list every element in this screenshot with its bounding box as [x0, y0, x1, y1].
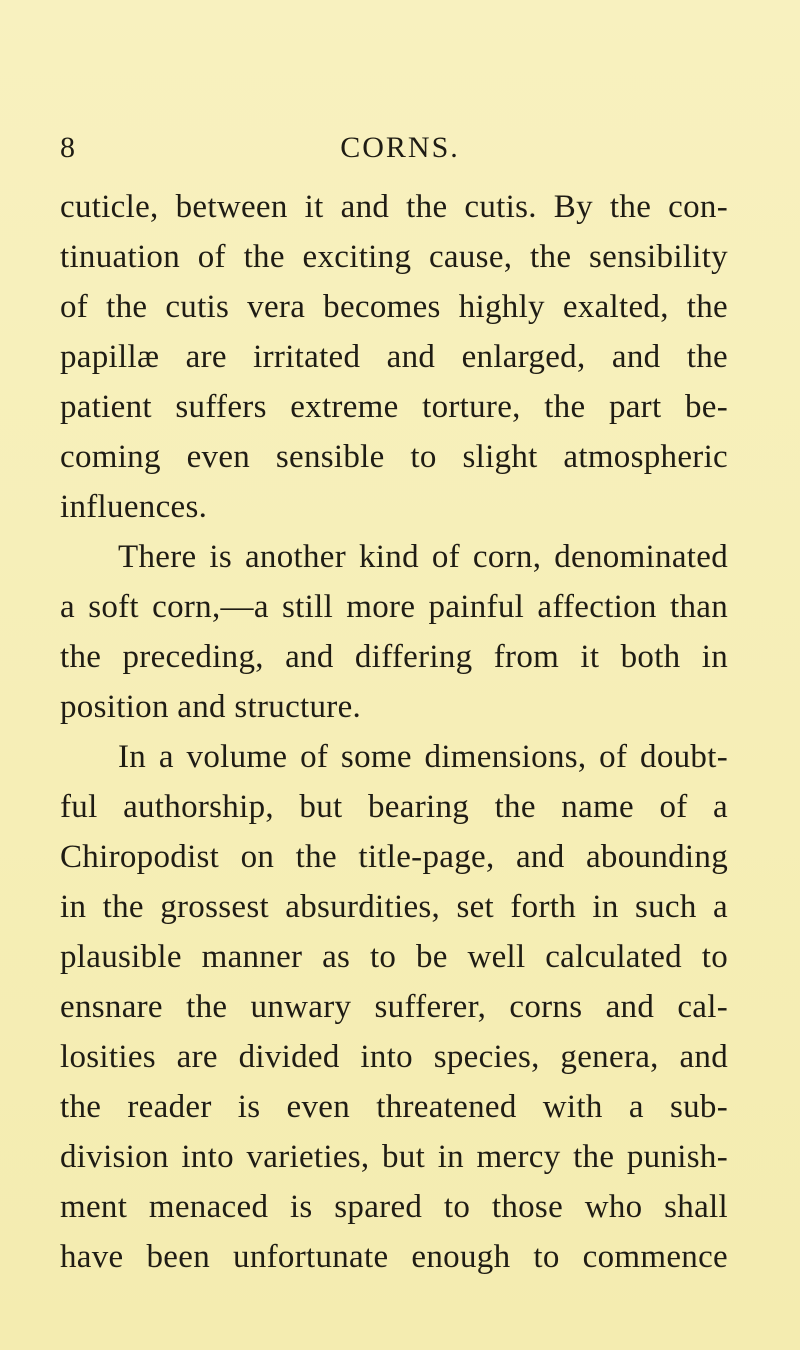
text-line: patient suffers extreme torture, the part be-	[60, 389, 728, 425]
text-line: ment menaced is spared to those who shall	[60, 1189, 728, 1225]
text-line: have been unfortunate enough to commence	[60, 1239, 728, 1275]
text-line: losities are divided into species, genera, and	[60, 1039, 728, 1075]
text-line: papillæ are irritated and enlarged, and the	[60, 339, 728, 375]
text-line: the preceding, and differing from it both in	[60, 639, 728, 675]
text-line: influences.	[60, 489, 208, 525]
text-line: Chiropodist on the title-page, and abounding	[60, 839, 728, 875]
text-line: ensnare the unwary sufferer, corns and cal-	[60, 989, 728, 1025]
page-header	[60, 126, 740, 170]
text-line: the reader is even threatened with a sub-	[60, 1089, 728, 1125]
text-line: a soft corn,—a still more painful affection than	[60, 589, 728, 625]
text-line: position and structure.	[60, 689, 362, 725]
text-line: division into varieties, but in mercy the punish-	[60, 1139, 728, 1175]
text-line: coming even sensible to slight atmospheric	[60, 439, 728, 475]
text-line: of the cutis vera becomes highly exalted, the	[60, 289, 728, 325]
page-number: 8	[60, 131, 75, 164]
text-line: in the grossest absurdities, set forth in such a	[60, 889, 728, 925]
text-line: tinuation of the exciting cause, the sensibility	[60, 239, 728, 275]
text-line: ful authorship, but bearing the name of a	[60, 789, 728, 825]
text-line: There is another kind of corn, denominated	[118, 539, 728, 575]
running-head: CORNS.	[340, 131, 460, 164]
text-line: plausible manner as to be well calculated to	[60, 939, 728, 975]
body-text	[60, 182, 728, 1282]
text-line: In a volume of some dimensions, of doubt-	[118, 739, 728, 775]
text-line: cuticle, between it and the cutis. By the con-	[60, 189, 728, 225]
